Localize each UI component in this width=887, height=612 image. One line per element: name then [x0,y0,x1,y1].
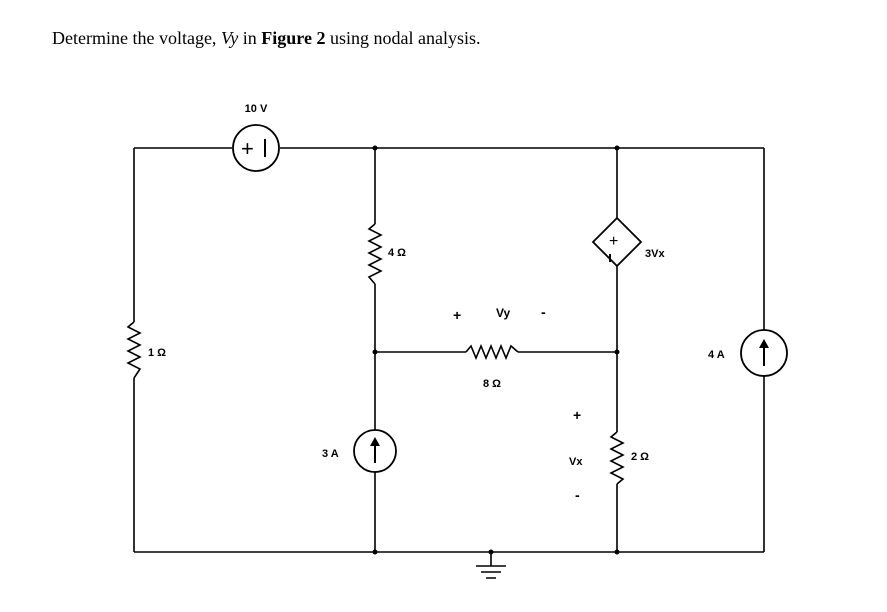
r-2ohm-label: 2 Ω [631,451,649,463]
resistor-1ohm [128,322,166,378]
dependent-source-3vx [593,218,665,266]
r-8ohm-label: 8 Ω [483,378,501,390]
vx-label: Vx [569,456,583,468]
vx-minus-sign: - [575,487,580,503]
question-figure-ref: Figure 2 [261,28,326,48]
vy-minus-sign: - [541,304,546,320]
junction-dots [373,146,620,555]
node-dot [373,350,378,355]
node-dot [615,350,620,355]
vy-label: Vy [496,306,511,320]
source-10v-label: 10 V [244,103,268,115]
current-source-4a [708,330,787,376]
resistor-2ohm [569,407,649,503]
node-dot [489,550,494,555]
svg-text:+: + [609,233,619,250]
resistor-8ohm [453,304,546,390]
svg-text:+: + [241,136,254,161]
vy-plus-sign: + [453,307,462,323]
current-source-3a [322,430,396,472]
cs-3a-label: 3 A [322,448,339,460]
r-4ohm-label: 4 Ω [388,247,406,259]
question-variable: Vy [220,28,239,48]
question-text: Determine the voltage, Vy in Figure 2 using nodal analysis. [52,28,481,48]
dep-source-label: 3Vx [645,248,665,260]
circuit-wires [134,148,764,578]
resistor-4ohm [369,224,406,284]
node-dot [615,550,620,555]
r-1ohm-label: 1 Ω [148,347,166,359]
vx-plus-sign: + [573,407,582,423]
node-dot [615,146,620,151]
cs-4a-label: 4 A [708,349,725,361]
node-dot [373,550,378,555]
voltage-source-10v [233,103,279,171]
node-dot [373,146,378,151]
